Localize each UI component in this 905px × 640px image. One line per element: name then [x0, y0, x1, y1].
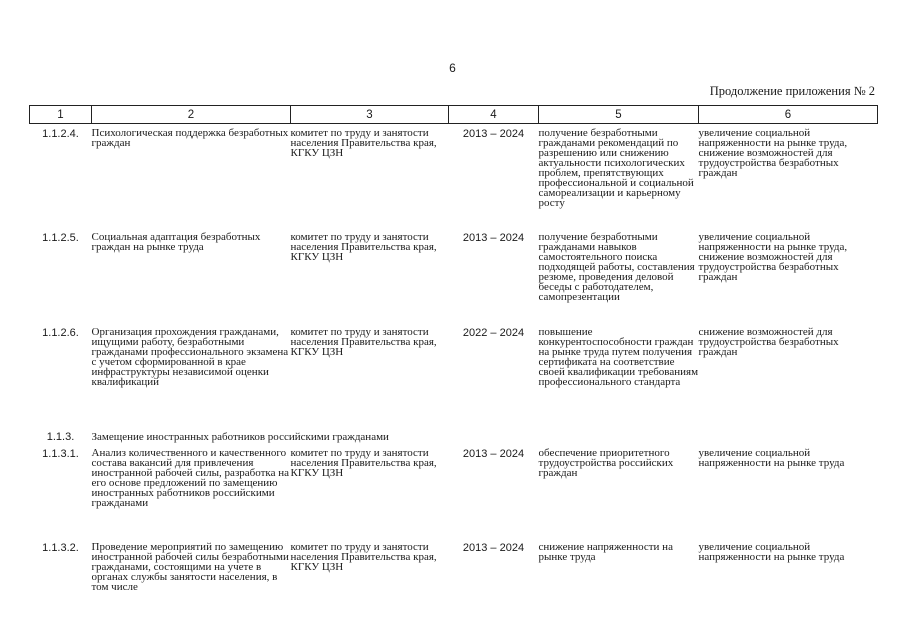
- column-header: 6: [699, 106, 878, 124]
- section-title: Замещение иностранных работников российскими гражданами: [91, 431, 389, 443]
- row-activity: Социальная адаптация безработных граждан на рынке труда: [91, 231, 261, 253]
- row-consequence: увеличение социальной напряженности на рынке труда: [698, 541, 845, 563]
- row-executor: комитет по труду и занятости населения Правительства края, КГКУ ЦЗН: [290, 326, 437, 358]
- column-header: 2: [92, 106, 291, 124]
- column-header: 3: [291, 106, 449, 124]
- section-row: [30, 431, 878, 448]
- row-number: 1.1.2.5.: [42, 232, 79, 244]
- row-activity: Анализ количественного и качественного состава вакансий для привлечения иностранной рабочей силы, разработка на его основе предложений по замещению иностранных работников российскими гражданами: [91, 447, 290, 509]
- continuation-note: Продолжение приложения № 2: [709, 84, 875, 98]
- row-period: 2022 – 2024: [462, 327, 525, 339]
- row-number: 1.1.2.6.: [42, 327, 79, 339]
- row-activity: Проведение мероприятий по замещению иностранной рабочей силы безработными гражданами, состоящими на учете в органах службы занятости населения, в том числе: [91, 541, 289, 593]
- row-activity: Организация прохождения гражданами, ищущими работу, безработными гражданами профессионального экзамена с учетом сформированной в крае инфраструктуры независимой оценки квалификаций: [91, 326, 289, 388]
- row-consequence: увеличение социальной напряженности на рынке труда, снижение возможностей для трудоустройства безработных граждан: [698, 127, 848, 179]
- row-executor: комитет по труду и занятости населения Правительства края, КГКУ ЦЗН: [290, 447, 437, 479]
- table-row: [30, 327, 878, 431]
- program-table: [29, 105, 878, 612]
- row-consequence: снижение возможностей для трудоустройства безработных граждан: [698, 326, 839, 358]
- table-row: [30, 448, 878, 542]
- row-period: 2013 – 2024: [462, 448, 525, 460]
- table-row: [30, 542, 878, 612]
- row-activity: Психологическая поддержка безработных граждан: [91, 127, 289, 149]
- row-number: 1.1.3.2.: [42, 542, 79, 554]
- row-result: обеспечение приоритетного трудоустройства российских граждан: [538, 447, 674, 479]
- row-period: 2013 – 2024: [462, 542, 525, 554]
- row-consequence: увеличение социальной напряженности на рынке труда, снижение возможностей для трудоустройства безработных граждан: [698, 231, 848, 283]
- row-number: 1.1.3.1.: [42, 448, 79, 460]
- row-result: получение безработными гражданами навыков самостоятельного поиска подходящей работы, составления резюме, проведения деловой беседы с работодателем, самопрезентации: [538, 231, 695, 303]
- row-executor: комитет по труду и занятости населения Правительства края, КГКУ ЦЗН: [290, 127, 437, 159]
- row-result: снижение напряженности на рынке труда: [538, 541, 673, 563]
- row-executor: комитет по труду и занятости населения Правительства края, КГКУ ЦЗН: [290, 231, 437, 263]
- column-header: 5: [539, 106, 699, 124]
- table-row: [30, 128, 878, 232]
- row-consequence: увеличение социальной напряженности на рынке труда: [698, 447, 845, 469]
- column-header: 1: [30, 106, 92, 124]
- table-row: [30, 232, 878, 327]
- row-period: 2013 – 2024: [462, 128, 525, 140]
- row-executor: комитет по труду и занятости населения Правительства края, КГКУ ЦЗН: [290, 541, 437, 573]
- row-number: 1.1.2.4.: [42, 128, 79, 140]
- row-result: получение безработными гражданами рекомендаций по разрешению или снижению актуальности психологических проблем, препятствующих профессиональной и социальной самореализации и карьерному росту: [538, 127, 694, 209]
- column-header: 4: [449, 106, 539, 124]
- row-result: повышение конкурентоспособности граждан на рынке труда путем получения сертификата на соответствие своей квалификации требованиям профессионального стандарта: [538, 326, 699, 388]
- table-header-row: [30, 106, 878, 124]
- page-number: 6: [449, 61, 456, 75]
- row-period: 2013 – 2024: [462, 232, 525, 244]
- section-number: 1.1.3.: [46, 431, 75, 443]
